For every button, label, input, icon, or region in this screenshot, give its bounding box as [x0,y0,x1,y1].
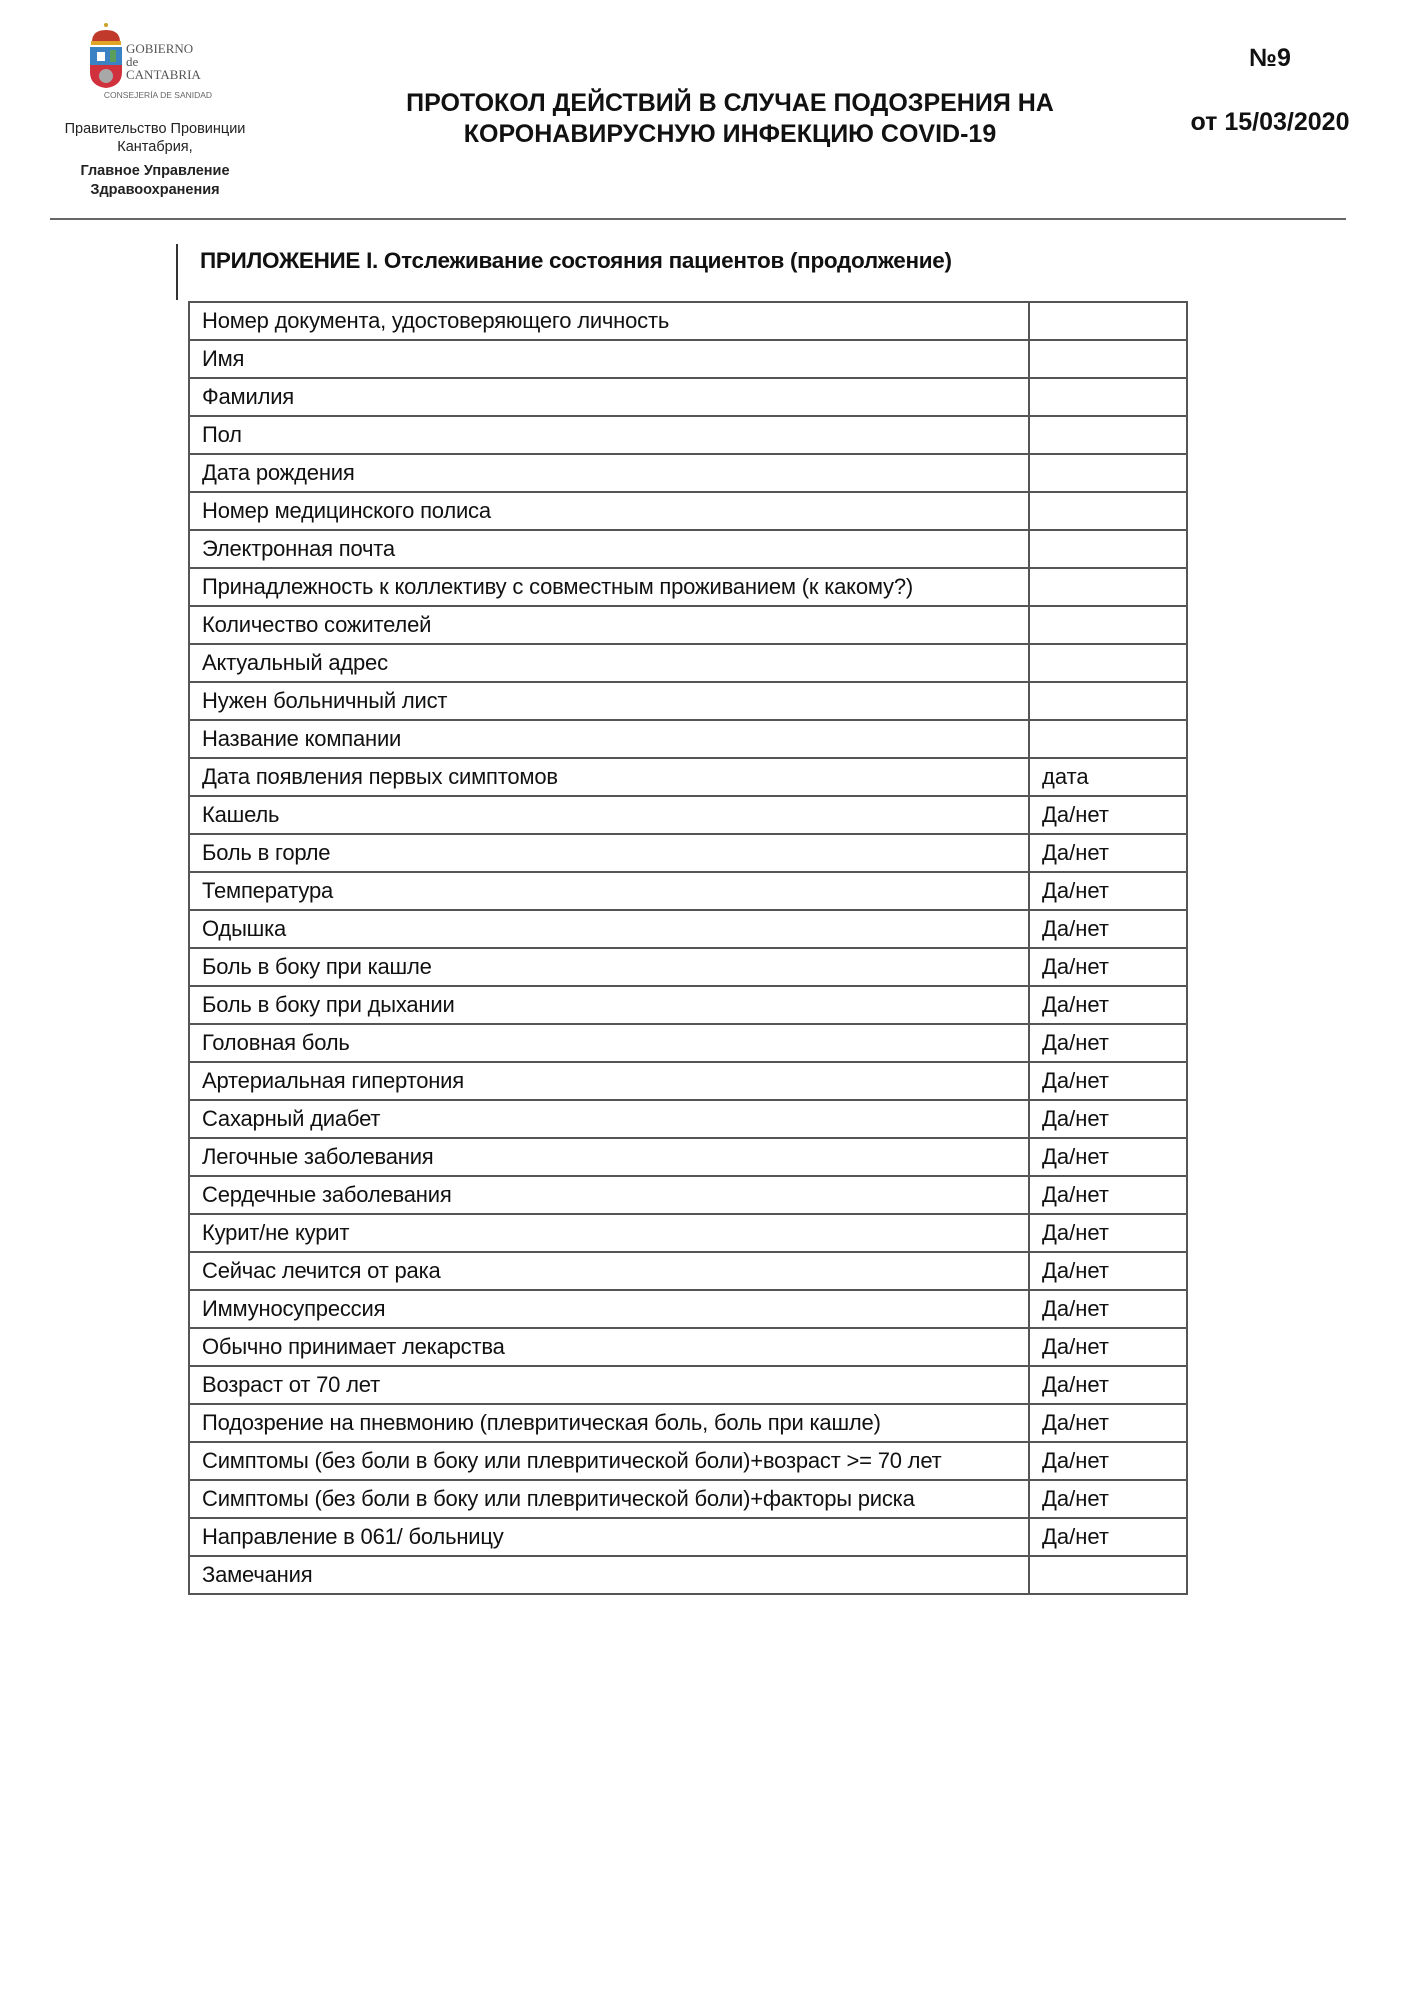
table-row [189,1328,1187,1366]
field-value-cell[interactable]: Да/нет [1029,986,1187,1024]
field-label: Подозрение на пневмонию (плевритическая боль, боль при кашле) [189,1404,1029,1442]
table-row [189,1404,1187,1442]
field-value-cell[interactable]: Да/нет [1029,796,1187,834]
field-label: Возраст от 70 лет [189,1366,1029,1404]
field-label: Кашель [189,796,1029,834]
table-row [189,986,1187,1024]
table-row [189,910,1187,948]
field-value-cell[interactable]: Да/нет [1029,1024,1187,1062]
table-row [189,1252,1187,1290]
table-row [189,796,1187,834]
table-row [189,568,1187,606]
field-value-cell[interactable] [1029,682,1187,720]
table-row [189,834,1187,872]
table-row [189,1480,1187,1518]
field-value-cell[interactable] [1029,416,1187,454]
table-row [189,948,1187,986]
field-value-cell[interactable] [1029,568,1187,606]
table-row [189,1518,1187,1556]
logo-line-3: CANTABRIA [126,67,201,82]
field-value-cell[interactable] [1029,606,1187,644]
field-label: Температура [189,872,1029,910]
field-value-cell[interactable]: Да/нет [1029,948,1187,986]
table-row [189,416,1187,454]
table-row [189,1556,1187,1594]
field-label: Курит/не курит [189,1214,1029,1252]
logo-subtitle: CONSEJERÍA DE SANIDAD [103,90,213,100]
table-row [189,644,1187,682]
field-value-cell[interactable]: Да/нет [1029,1062,1187,1100]
field-value-cell[interactable] [1029,530,1187,568]
field-value-cell[interactable]: Да/нет [1029,1328,1187,1366]
field-value-cell[interactable] [1029,302,1187,340]
field-label: Направление в 061/ больницу [189,1518,1029,1556]
field-label: Боль в боку при дыхании [189,986,1029,1024]
table-row [189,1366,1187,1404]
field-label: Симптомы (без боли в боку или плевритической боли)+возраст >= 70 лет [189,1442,1029,1480]
department-line-1: Главное Управление [80,163,230,179]
table-row [189,1138,1187,1176]
table-row [189,492,1187,530]
cantabria-coat-of-arms-icon [86,22,126,92]
field-value-cell[interactable]: Да/нет [1029,1404,1187,1442]
field-label: Легочные заболевания [189,1138,1029,1176]
field-label: Фамилия [189,378,1029,416]
field-value-cell[interactable]: дата [1029,758,1187,796]
table-row [189,1100,1187,1138]
field-label: Электронная почта [189,530,1029,568]
field-value-cell[interactable]: Да/нет [1029,1176,1187,1214]
field-label: Нужен больничный лист [189,682,1029,720]
department-line-2: Здравоохранения [90,182,220,198]
field-value-cell[interactable]: Да/нет [1029,1442,1187,1480]
field-value-cell[interactable]: Да/нет [1029,1252,1187,1290]
patient-tracking-table [188,301,1188,1595]
field-label: Обычно принимает лекарства [189,1328,1029,1366]
table-row [189,302,1187,340]
field-label: Иммуносупрессия [189,1290,1029,1328]
gobierno-de-cantabria-wordmark [126,42,201,81]
government-line-2: Кантабрия, [117,139,193,155]
field-label: Актуальный адрес [189,644,1029,682]
field-value-cell[interactable]: Да/нет [1029,872,1187,910]
field-label: Номер медицинского полиса [189,492,1029,530]
field-value-cell[interactable]: Да/нет [1029,1518,1187,1556]
document-title [330,88,1130,150]
field-label: Замечания [189,1556,1029,1594]
field-label: Боль в горле [189,834,1029,872]
field-label: Боль в боку при кашле [189,948,1029,986]
field-value-cell[interactable] [1029,378,1187,416]
field-value-cell[interactable] [1029,644,1187,682]
appendix-title: ПРИЛОЖЕНИЕ I. Отслеживание состояния пациентов (продолжение) [200,248,952,273]
field-value-cell[interactable] [1029,340,1187,378]
field-label: Имя [189,340,1029,378]
field-value-cell[interactable]: Да/нет [1029,1100,1187,1138]
table-row [189,378,1187,416]
government-line-1: Правительство Провинции [64,121,246,137]
table-row [189,720,1187,758]
field-value-cell[interactable]: Да/нет [1029,834,1187,872]
department-name [40,162,270,200]
table-row [189,606,1187,644]
field-label: Дата рождения [189,454,1029,492]
field-value-cell[interactable]: Да/нет [1029,910,1187,948]
field-label: Сахарный диабет [189,1100,1029,1138]
document-title-line-2: КОРОНАВИРУСНУЮ ИНФЕКЦИЮ COVID-19 [463,120,997,148]
field-value-cell[interactable]: Да/нет [1029,1290,1187,1328]
field-label: Количество сожителей [189,606,1029,644]
table-row [189,682,1187,720]
field-value-cell[interactable]: Да/нет [1029,1366,1187,1404]
field-value-cell[interactable]: Да/нет [1029,1214,1187,1252]
field-label: Дата появления первых симптомов [189,758,1029,796]
section-margin-bar [176,244,178,300]
field-value-cell[interactable] [1029,720,1187,758]
field-value-cell[interactable]: Да/нет [1029,1138,1187,1176]
document-date: от 15/03/2020 [1190,108,1350,136]
field-value-cell[interactable] [1029,1556,1187,1594]
field-label: Симптомы (без боли в боку или плевритической боли)+факторы риска [189,1480,1029,1518]
field-label: Одышка [189,910,1029,948]
table-row [189,340,1187,378]
table-row [189,758,1187,796]
field-label: Артериальная гипертония [189,1062,1029,1100]
document-title-line-1: ПРОТОКОЛ ДЕЙСТВИЙ В СЛУЧАЕ ПОДОЗРЕНИЯ НА [406,89,1054,117]
field-label: Номер документа, удостоверяющего личность [189,302,1029,340]
logo-line-2: de [126,54,139,69]
field-label: Сердечные заболевания [189,1176,1029,1214]
field-value-cell[interactable] [1029,454,1187,492]
header-divider [50,218,1346,220]
table-row [189,1176,1187,1214]
field-label: Сейчас лечится от рака [189,1252,1029,1290]
table-row [189,1024,1187,1062]
field-label: Название компании [189,720,1029,758]
field-value-cell[interactable] [1029,492,1187,530]
table-row [189,1214,1187,1252]
government-name [40,120,270,156]
field-label: Пол [189,416,1029,454]
field-label: Принадлежность к коллективу с совместным проживанием (к какому?) [189,568,1029,606]
logo-line-1: GOBIERNO [126,41,194,56]
table-row [189,530,1187,568]
field-label: Головная боль [189,1024,1029,1062]
field-value-cell[interactable]: Да/нет [1029,1480,1187,1518]
document-number: №9 [1249,44,1291,72]
table-row [189,1290,1187,1328]
table-row [189,1442,1187,1480]
table-row [189,454,1187,492]
table-row [189,1062,1187,1100]
table-row [189,872,1187,910]
